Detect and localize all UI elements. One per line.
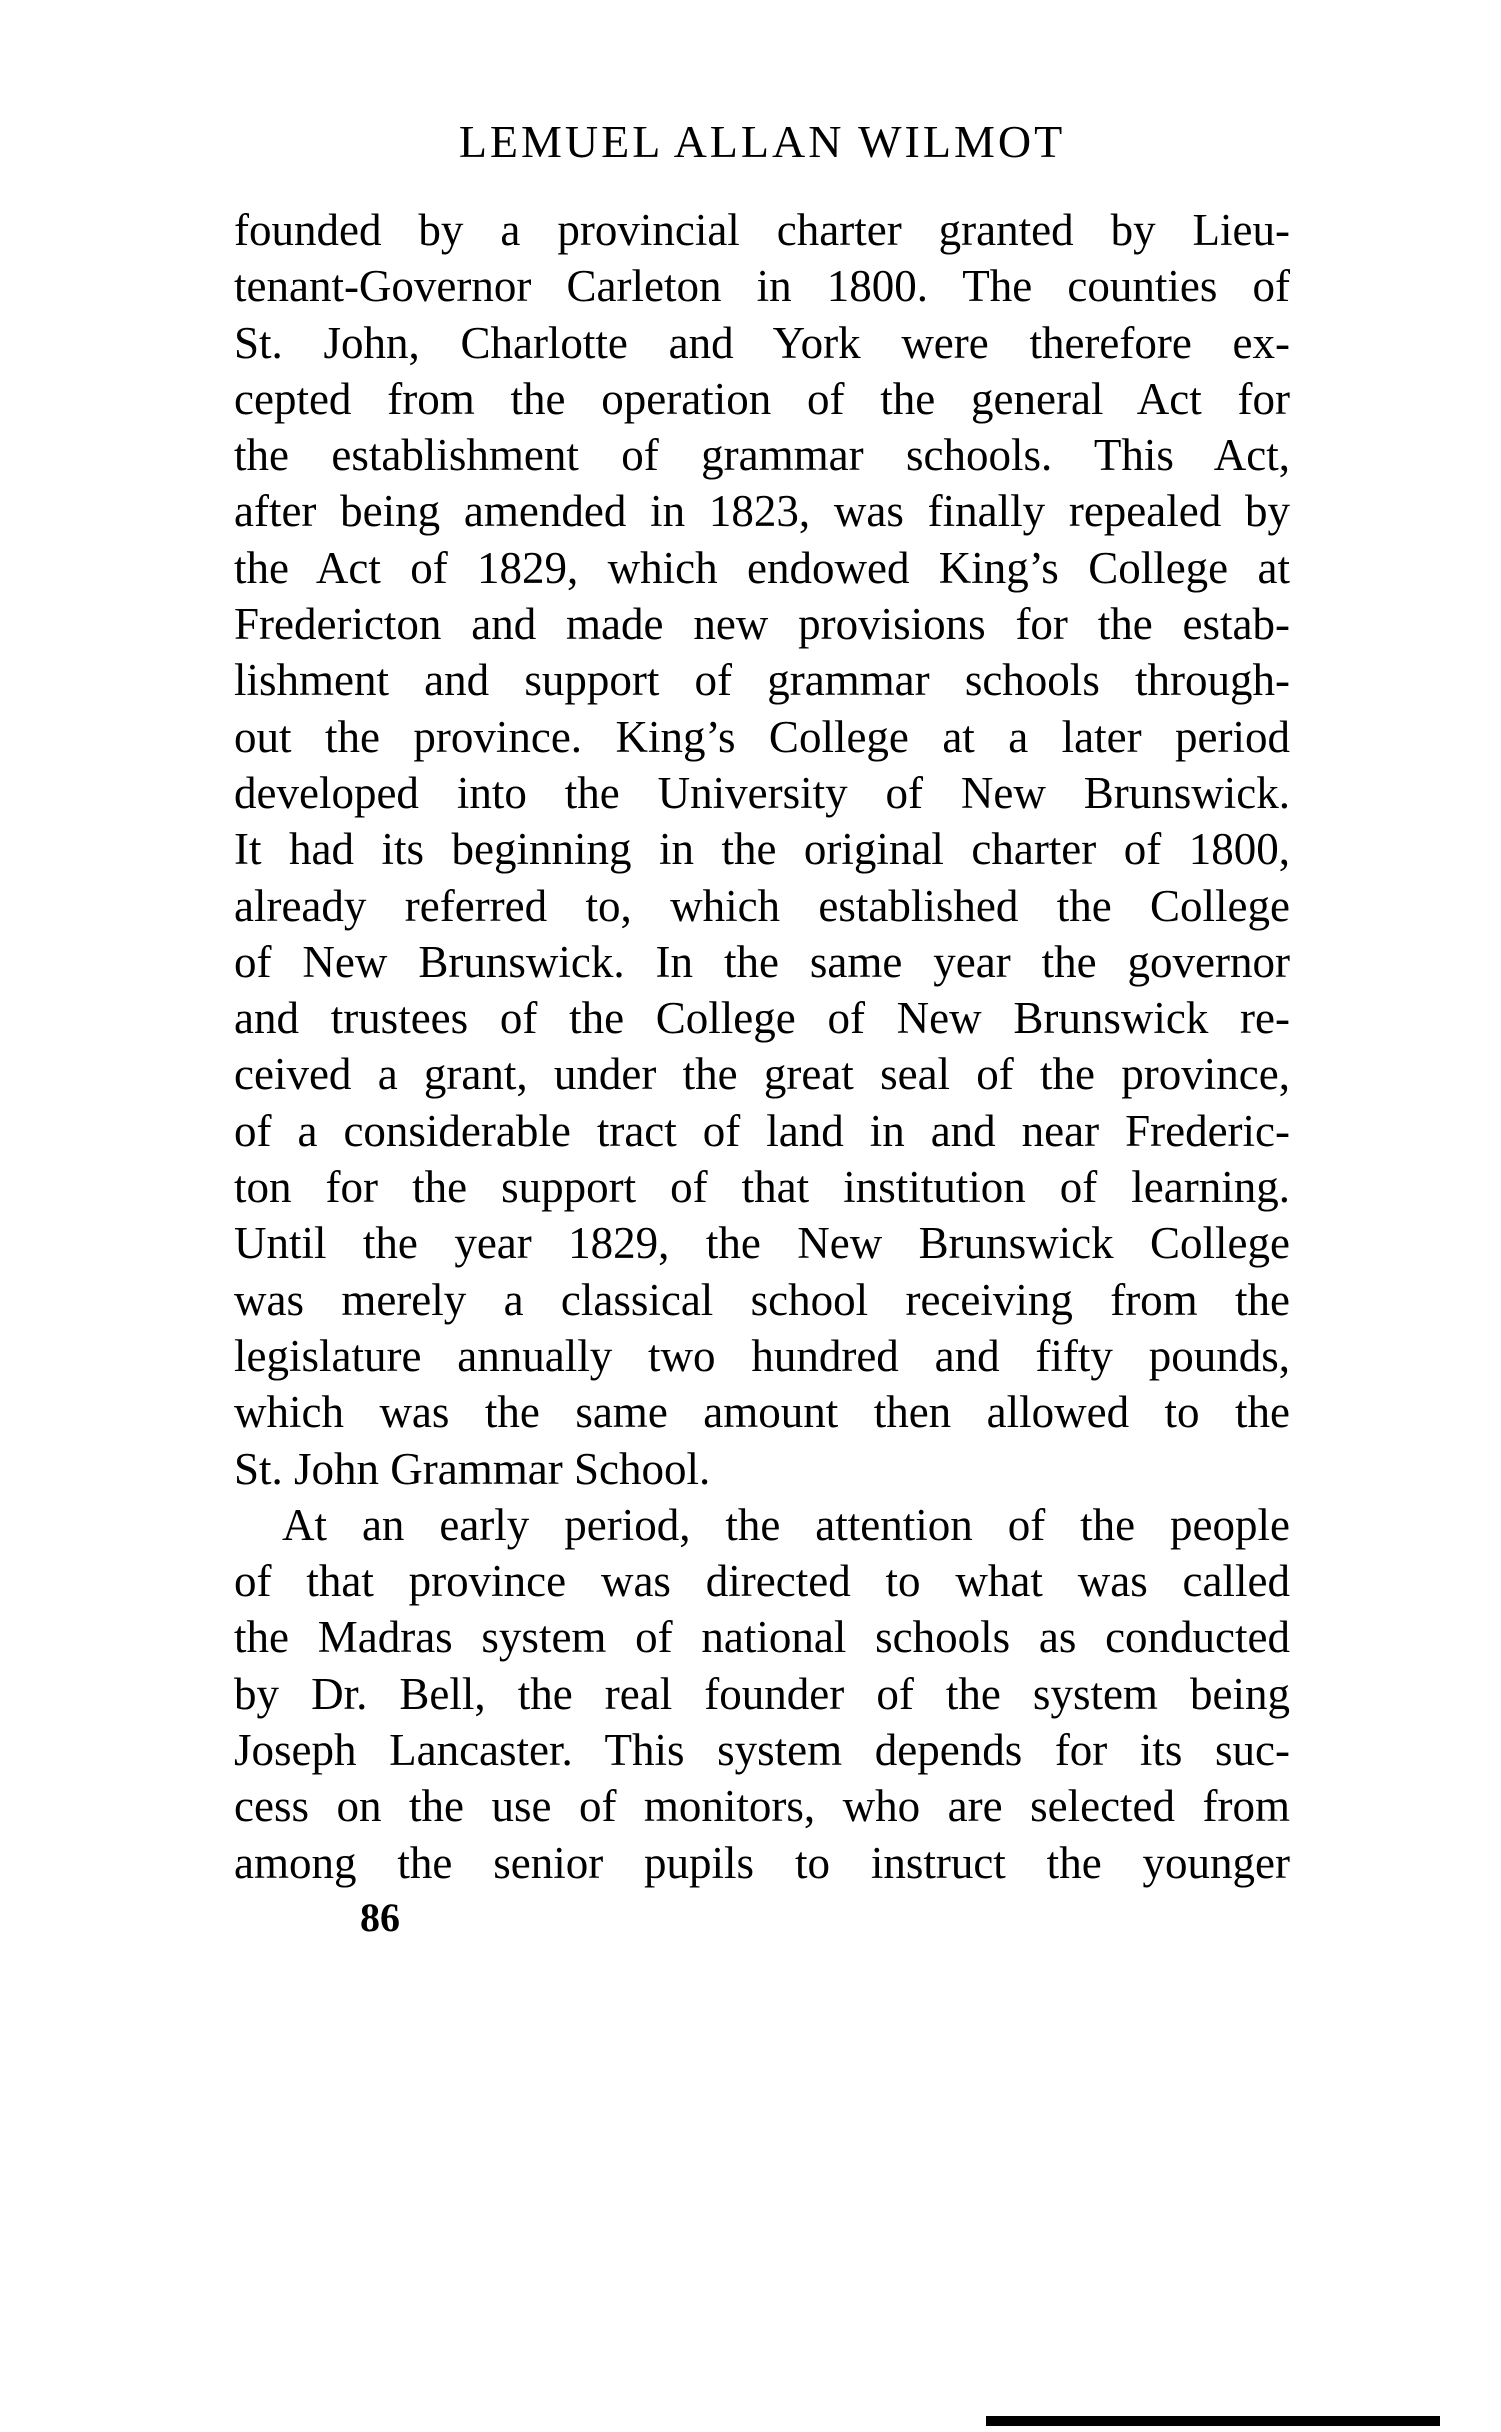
text-line: of New Brunswick. In the same year the governor [234,936,1290,987]
text-line: At an early period, the attention of the people [282,1499,1290,1550]
text-line: the establishment of grammar schools. This Act, [234,430,1290,481]
paragraph-2 [234,1497,1290,1891]
text-line: which was the same amount then allowed to the [234,1387,1290,1438]
text-line: the Act of 1829, which endowed King’s College at [234,542,1290,593]
running-title: LEMUEL ALLAN WILMOT [458,116,1066,167]
text-line: tenant-Governor Carleton in 1800. The counties of [234,261,1290,312]
page-number: 86 [360,1895,400,1940]
text-line: after being amended in 1823, was finally repealed by [234,486,1290,537]
text-line: of a considerable tract of land in and near Frederic- [234,1105,1290,1156]
body-text [234,202,1290,1891]
text-line: and trustees of the College of New Brunswick re- [234,993,1290,1044]
scan-edge-bar [986,2416,1440,2426]
text-line: by Dr. Bell, the real founder of the system being [234,1668,1290,1719]
text-line: cess on the use of monitors, who are selected from [234,1781,1290,1832]
text-line: the Madras system of national schools as conducted [234,1612,1290,1663]
text-line: Fredericton and made new provisions for the estab- [234,599,1290,650]
text-line: cepted from the operation of the general Act for [234,373,1290,424]
text-line: lishment and support of grammar schools through- [234,655,1290,706]
text-line: developed into the University of New Brunswick. [234,767,1290,818]
text-line: legislature annually two hundred and fifty pounds, [234,1330,1290,1381]
text-line: was merely a classical school receiving from the [234,1274,1290,1325]
text-line: out the province. King’s College at a later period [234,711,1290,762]
paragraph-1 [234,202,1290,1497]
text-line: among the senior pupils to instruct the younger [234,1837,1290,1888]
text-line: Until the year 1829, the New Brunswick College [234,1218,1290,1269]
text-line: ceived a grant, under the great seal of the province, [234,1049,1290,1100]
text-line: ton for the support of that institution of learning. [234,1162,1290,1213]
text-line: St. John, Charlotte and York were therefore ex- [234,317,1290,368]
text-line: It had its beginning in the original charter of 1800, [234,824,1290,875]
text-line: of that province was directed to what was called [234,1556,1290,1607]
text-line: already referred to, which established the College [234,880,1290,931]
text-line: St. John Grammar School. [234,1443,711,1494]
text-line: founded by a provincial charter granted by Lieu- [234,205,1290,255]
text-line: Joseph Lancaster. This system depends for its suc- [234,1725,1290,1776]
